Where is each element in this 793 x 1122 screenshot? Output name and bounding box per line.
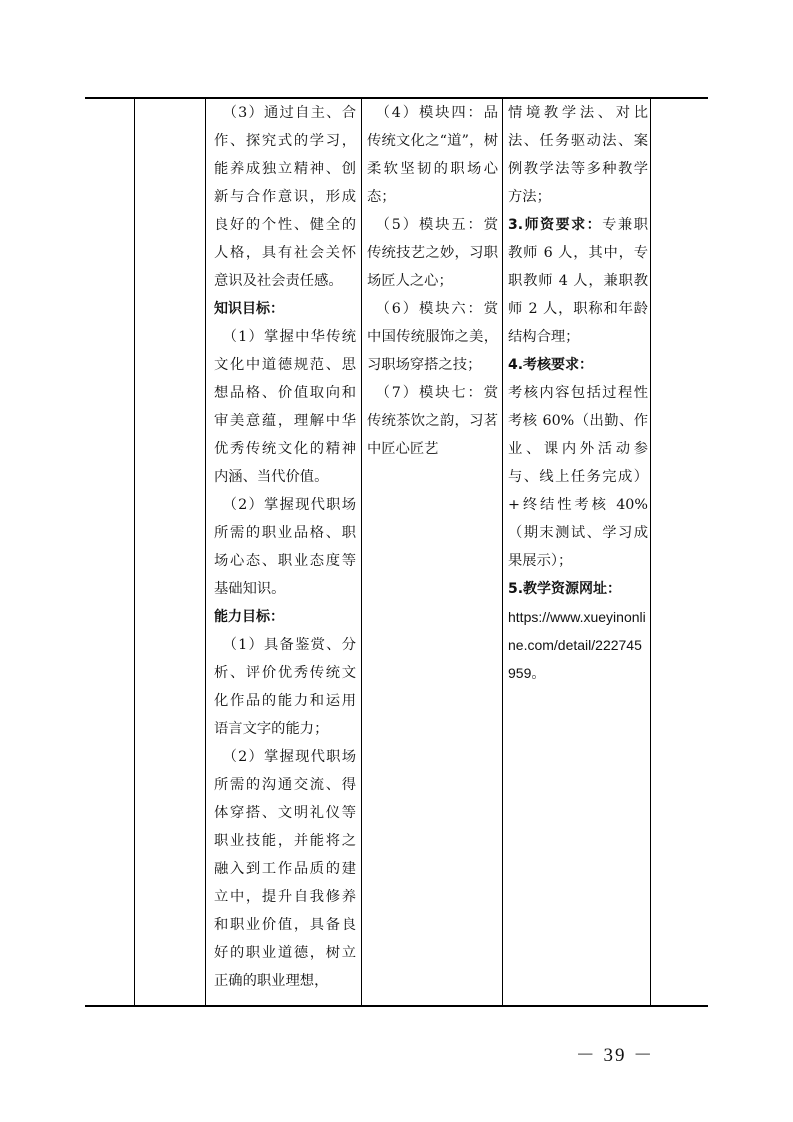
module-7: （7）模块七：赏传统茶饮之韵，习茗中匠心匠艺 bbox=[367, 385, 498, 457]
ability-objective-1: （1）具备鉴赏、分析、评价优秀传统文化作品的能力和运用语言文字的能力； bbox=[214, 637, 356, 737]
teacher-requirements bbox=[508, 211, 648, 351]
table-bottom-border bbox=[85, 1005, 708, 1007]
column-divider-2 bbox=[205, 97, 206, 1007]
column-divider-5 bbox=[650, 97, 651, 1007]
implementation-cell bbox=[508, 99, 648, 687]
module-5: （5）模块五：赏传统技艺之妙，习职场匠人之心； bbox=[367, 217, 498, 289]
teacher-requirements-heading: 3.师资要求： bbox=[508, 217, 603, 233]
ability-objectives-heading: 能力目标： bbox=[214, 609, 284, 625]
teaching-resource-url: https://www.xueyinonline.com/detail/222745959。 bbox=[508, 609, 646, 681]
module-6: （6）模块六：赏中国传统服饰之美，习职场穿搭之技； bbox=[367, 301, 498, 373]
course-table bbox=[85, 97, 708, 1007]
teacher-requirements-text: 专兼职教师 6 人，其中，专职教师 4 人，兼职教师 2 人，职称和年龄结构合理； bbox=[508, 217, 649, 345]
modules-cell bbox=[367, 99, 498, 463]
teaching-resource-heading: 5.教学资源网址： bbox=[508, 581, 622, 597]
assessment-requirements-heading: 4.考核要求： bbox=[508, 357, 594, 373]
column-divider-1 bbox=[134, 97, 135, 1007]
knowledge-objective-2: （2）掌握现代职场所需的职业品格、职场心态、职业态度等基础知识。 bbox=[214, 497, 356, 597]
objective-paragraph-3: （3）通过自主、合作、探究式的学习，能养成独立精神、创新与合作意识，形成良好的个性、健全的人格，具有社会关怀意识及社会责任感。 bbox=[214, 105, 356, 289]
column-divider-4 bbox=[502, 97, 503, 1007]
assessment-requirements-text: 考核内容包括过程性考核 60%（出勤、作业、课内外活动参与、线上任务完成）+终结性考核 40%（期末测试、学习成果展示）； bbox=[508, 385, 648, 569]
knowledge-objective-1: （1）掌握中华传统文化中道德规范、思想品格、价值取向和审美意蕴，理解中华优秀传统文化的精神内涵、当代价值。 bbox=[214, 329, 356, 485]
learning-objectives-cell bbox=[214, 99, 356, 995]
page-number: － 39 － bbox=[575, 1045, 655, 1066]
column-divider-3 bbox=[361, 97, 362, 1007]
ability-objective-2: （2）掌握现代职场所需的沟通交流、得体穿搭、文明礼仪等职业技能，并能将之融入到工作品质的建立中，提升自我修养和职业价值，具备良好的职业道德，树立正确的职业理想， bbox=[214, 749, 356, 989]
teaching-methods-text: 情境教学法、对比法、任务驱动法、案例教学法等多种教学方法； bbox=[508, 105, 648, 205]
knowledge-objectives-heading: 知识目标： bbox=[214, 301, 284, 317]
module-4: （4）模块四：品传统文化之“道”，树柔软坚韧的职场心态； bbox=[367, 105, 498, 205]
